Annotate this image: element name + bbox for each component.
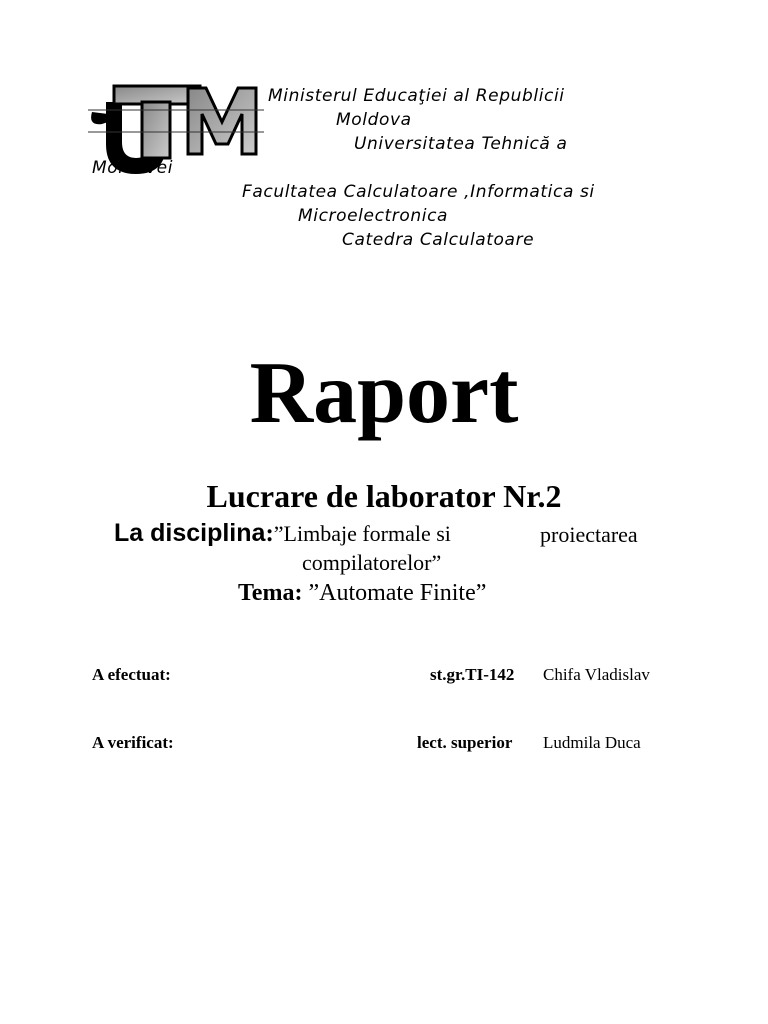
university-line-country: Moldovei	[92, 158, 174, 178]
lab-title: Lucrare de laborator Nr.2	[206, 478, 562, 514]
verified-label: A verificat:	[92, 733, 174, 752]
verified-name: Ludmila Duca	[543, 733, 641, 752]
effectuated-label: A efectuat:	[92, 665, 171, 684]
effectuated-name: Chifa Vladislav	[543, 665, 650, 684]
department-line: Catedra Calculatoare	[342, 230, 535, 250]
faculty-line: Facultatea Calculatoare ,Informatica si	[242, 182, 595, 202]
university-line: Universitatea Tehnică a	[354, 134, 568, 154]
discipline-colon: :	[265, 520, 274, 547]
ministry-line: Ministerul Educaţiei al Republicii	[268, 86, 565, 106]
discipline-name-part1: ”Limbaje formale si	[273, 521, 451, 546]
discipline-label: La disciplina	[114, 519, 266, 547]
discipline-name-part2: proiectarea	[540, 522, 638, 547]
theme-value: ”Automate Finite”	[302, 580, 487, 606]
verified-role: lect. superior	[417, 733, 513, 752]
discipline-name-part3: compilatorelor”	[302, 550, 442, 575]
ministry-line-country: Moldova	[336, 110, 412, 130]
theme-line	[238, 576, 486, 613]
faculty-line-cont: Microelectronica	[298, 206, 449, 226]
report-title: Raport	[249, 345, 519, 442]
effectuated-group: st.gr.TI-142	[430, 665, 515, 684]
theme-label: Tema:	[238, 580, 303, 606]
